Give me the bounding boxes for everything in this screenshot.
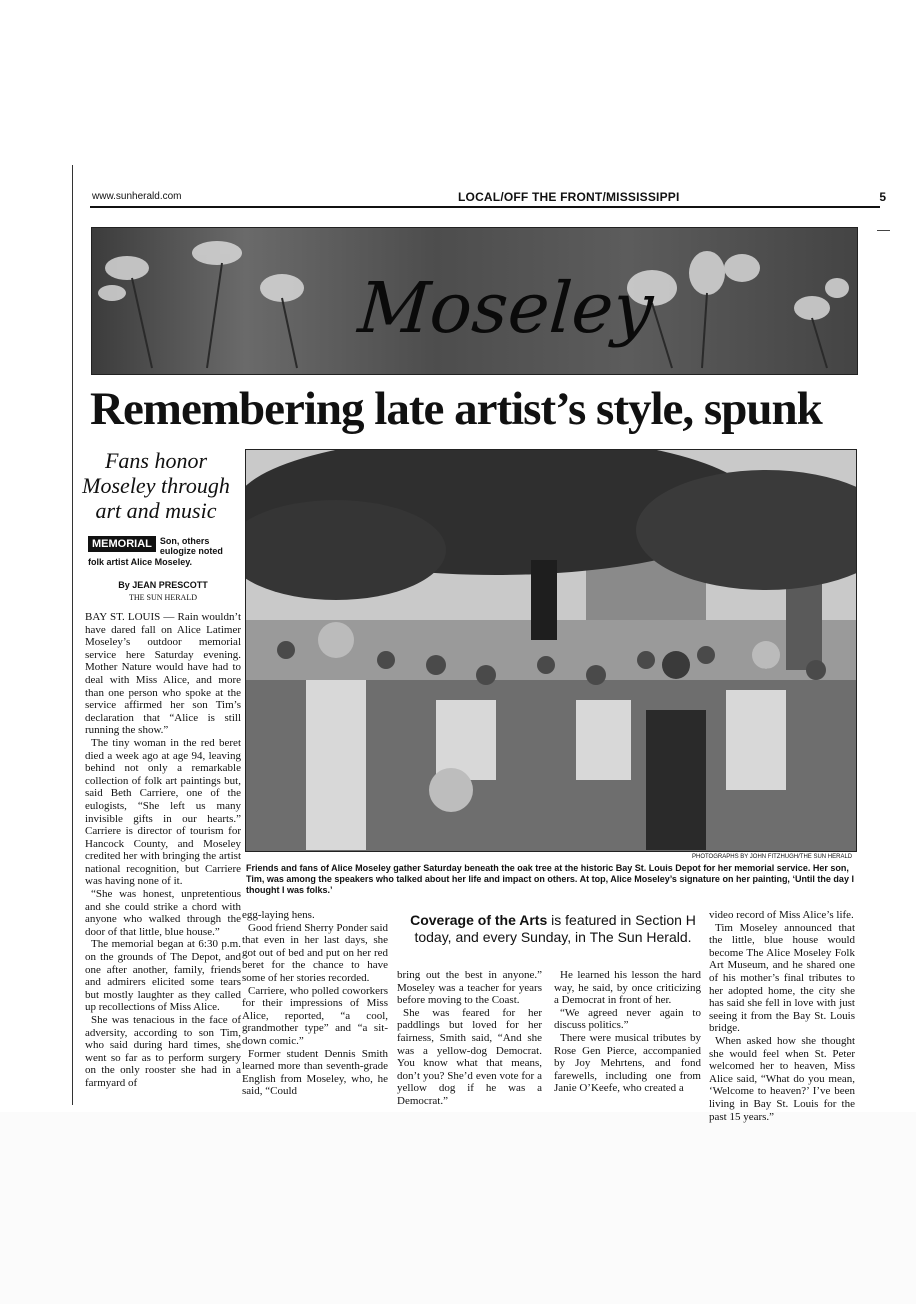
deck-line: Fans honor	[104, 448, 208, 473]
newspaper-page	[72, 160, 886, 1123]
article-column-1	[85, 611, 241, 1090]
flower-painting-image	[92, 228, 857, 374]
article-column-4	[554, 969, 701, 1095]
paragraph: Carriere, who polled coworkers for their impressions of Miss Alice, reported, “a cool, grandmother type” and “a sit-down comic.”	[242, 984, 388, 1047]
paragraph: She was tenacious in the face of adversity, according to son Tim, who said during hard times, she went so far as to perform surgery on the only rooster she had in a farmyard of	[85, 1014, 241, 1089]
paragraph: The tiny woman in the red beret died a week ago at age 94, leaving behind not only a remarkable collection of folk art paintings but, said Beth Carriere, one of the eulogists, “She left us many invisible gifts in our hearts.” Carriere is director of tourism for Hancock County, and Moseley credited her with bringing the artist national recognition, but Carriere was having none of it.	[85, 736, 241, 888]
paragraph: “We agreed never again to discuss politics.”	[554, 1006, 701, 1032]
photo-caption: Friends and fans of Alice Moseley gather Saturday beneath the oak tree at the historic Bay St. Louis Depot for her memorial service. Her son, Tim, was among the speakers who talked about her life and impact on others. At top, Alice Moseley’s signature on her painting, ‘Until the day I thought I was folks.’	[246, 863, 854, 895]
deck-line: art and music	[95, 498, 217, 523]
deck-line: Moseley through	[82, 473, 230, 498]
paragraph: He learned his lesson the hard way, he said, by once criticizing a Democrat in front of her.	[554, 969, 701, 1007]
crowd-under-oak-image	[246, 450, 856, 851]
signature-text: Moseley	[355, 267, 656, 349]
page-mark: 5	[879, 190, 886, 204]
arts-coverage-promo	[404, 912, 702, 946]
byline-author: By JEAN PRESCOTT	[118, 580, 208, 590]
paragraph: Former student Dennis Smith learned more than seventh-grade English from Moseley, who, he said, “Could	[242, 1047, 388, 1098]
paragraph: egg-laying hens.	[242, 909, 315, 921]
subheadline	[80, 448, 232, 523]
paragraph: The memorial began at 6:30 p.m. on the grounds of The Depot, and one after another, family, friends and admirers elicited some tears but mostly laughter as they called up recollections of Miss Alice.	[85, 938, 241, 1014]
scan-margin	[0, 1112, 916, 1304]
memorial-tag	[88, 536, 243, 567]
page-header	[90, 190, 886, 208]
paragraph: BAY ST. LOUIS — Rain wouldn’t have dared fall on Alice Latimer Moseley’s outdoor memorial service here Saturday evening. Mother Nature would have had to deal with Miss Alice, and more than one person who spoke at the service affirmed her son Tim’s declaration that “Alice is still running the show.”	[85, 611, 241, 737]
memorial-photo	[245, 449, 857, 852]
site-url: www.sunherald.com	[92, 191, 182, 202]
paragraph: There were musical tributes by Rose Gen Pierce, accompanied by Joy Mehrtens, and fond farewells, including one from Janie O’Keefe, who created a	[554, 1031, 701, 1095]
paragraph: When asked how she thought she would feel when St. Peter welcomed her to heaven, Miss Alice said, “What do you mean, ‘Welcome to heaven?’ I’ve been living in Bay St. Louis for the past 15 years.”	[709, 1034, 855, 1123]
photo-credit: PHOTOGRAPHS BY JOHN FITZHUGH/THE SUN HERALD	[692, 854, 853, 860]
headline: Remembering late artist’s style, spunk	[90, 383, 822, 435]
paragraph: She was feared for her paddlings but loved for her fairness, Smith said, “And she was a yellow-dog Democrat. You know what that means, don’t you? She’d even vote for a yellow dog if he was a Democrat.”	[397, 1006, 542, 1107]
article-column-5	[709, 909, 855, 1123]
promo-text: is featured in Section H today, and every Sunday, in The Sun Herald.	[414, 912, 696, 945]
section-title: LOCAL/OFF THE FRONT/MISSISSIPPI	[458, 190, 680, 204]
article-column-2	[242, 909, 388, 1098]
tag-label: MEMORIAL	[88, 536, 156, 552]
right-rule	[877, 230, 890, 231]
byline-outlet: THE SUN HERALD	[129, 593, 197, 602]
tag-text: Son, others eulogize noted	[159, 536, 223, 556]
tag-text-2: folk artist Alice Moseley.	[88, 557, 193, 567]
paragraph: Tim Moseley announced that the little, blue house would become The Alice Moseley Folk Art Museum, and he shared one of his mother’s final tributes to her adopted home, the city she has said she fell in love with just seeing it from the Bay St. Louis bridge.	[709, 921, 855, 1035]
paragraph: “She was honest, unpretentious and she could strike a chord with anyone who walked through the door of that little, blue house.”	[85, 888, 241, 938]
promo-bold: Coverage of the Arts	[410, 912, 548, 928]
signature-banner	[91, 227, 858, 375]
paragraph: Good friend Sherry Ponder said that even in her last days, she got out of bed and put on her red beret for the chance to have some of her stories recorded.	[242, 921, 388, 984]
paragraph: bring out the best in anyone.” Moseley was a teacher for years before moving to the Coast.	[397, 969, 542, 1007]
article-column-3	[397, 969, 542, 1108]
paragraph: video record of Miss Alice’s life.	[709, 909, 854, 921]
